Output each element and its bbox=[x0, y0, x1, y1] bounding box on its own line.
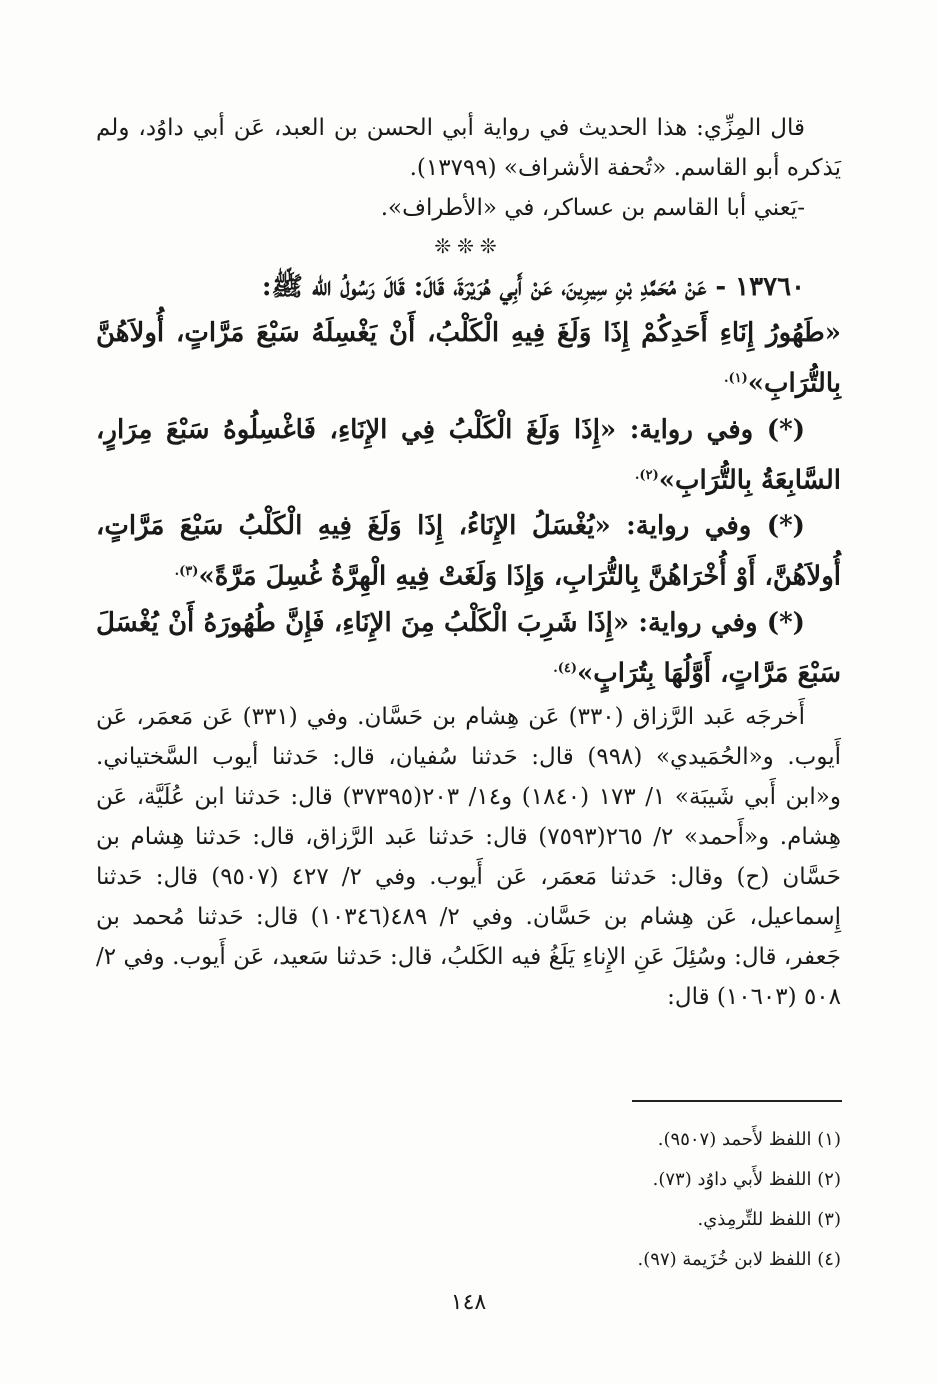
hadith-heading bbox=[96, 264, 841, 310]
riwaya-1 bbox=[96, 407, 841, 504]
footnote-2: (٢) اللفظ لأَبي داوُد (٧٣). bbox=[652, 1169, 841, 1190]
riwaya-1-text: (*) وفي رواية: «إِذَا وَلَغَ الْكَلْبُ فِي الإِنَاءِ، فَاغْسِلُوهُ سَبْعَ مِرَارٍ، السَّابِعَةُ بِالتُّرَابِ» bbox=[96, 414, 841, 496]
footnotes bbox=[300, 1120, 841, 1280]
footnote-4: (٤) اللفظ لابن خُزَيمة (٩٧). bbox=[637, 1249, 841, 1270]
riwaya-2-text: (*) وفي رواية: «يُغْسَلُ الإِنَاءُ، إِذَا وَلَغَ فِيهِ الْكَلْبُ سَبْعَ مَرَّاتٍ، أُولاَهُنَّ، أَوْ أُخْرَاهُنَّ بِالتُّرَابِ، وَإِذَا وَلَغَتْ فِيهِ الْهِرَّةُ غُسِلَ مَرَّةً» bbox=[96, 511, 841, 592]
hadith-intro: ١٣٧٦٠ - عَنْ مُحَمَّدِ بْنِ سِيرِينَ، عَنْ أَبِي هُرَيْرَةَ، قَالَ: قَالَ رَسُولُ الله ﷺ: bbox=[261, 272, 805, 302]
paragraph-mizzi: قال المِزِّي: هذا الحديث في رواية أبي الحسن بن العبد، عَن أبي داوُد، ولم يَذكره أبو القاسم. «تُحفة الأشراف» (١٣٧٩٩). bbox=[96, 115, 841, 181]
riwaya-2 bbox=[96, 503, 841, 600]
main-text bbox=[96, 108, 841, 1017]
riwaya-3-text: (*) وفي رواية: «إِذَا شَرِبَ الْكَلْبُ مِنَ الإِنَاءِ، فَإِنَّ طُهُورَهُ أَنْ يُغْسَلَ سَبْعَ مَرَّاتٍ، أَوَّلُهَا بِتُرَابٍ» bbox=[96, 607, 841, 689]
footnote-ref-4: (٤). bbox=[553, 660, 578, 676]
section-separator: ❊❊❊ bbox=[434, 234, 503, 258]
footnote-ref-1: (١). bbox=[723, 371, 748, 386]
footnote-rule bbox=[632, 1100, 842, 1102]
footnote-ref-3: (٣). bbox=[174, 564, 199, 580]
footnote-ref-2: (٢). bbox=[634, 467, 659, 483]
hadith-body bbox=[96, 310, 841, 407]
footnote-3: (٣) اللفظ للتِّرمِذي. bbox=[697, 1209, 841, 1230]
takhrij-paragraph: أَخرجَه عَبد الرَّزاق (٣٣٠) عَن هِشام بن حَسَّان. وفي (٣٣١) عَن مَعمَر، عَن أَيوب. و«الحُمَيدي» (٩٩٨) قال: حَدثنا سُفيان، قال: حَدثنا أيوب السَّختياني. و«ابن أَبي شَيبَة» ١/ ١٧٣ (١٨٤٠) و١٤/ ٢٠٣(٣٧٣٩٥) قال: حَدثنا ابن عُلَيَّة، عَن هِشام. و«أَحمد» ٢/ ٢٦٥(٧٥٩٣) قال: حَدثنا عَبد الرَّزاق، قال: حَدثنا هِشام بن حَسَّان (ح) وقال: حَدثنا مَعمَر، عَن أَيوب. وفي ٢/ ٤٢٧ (٩٥٠٧) قال: حَدثنا إِسماعيل، عَن هِشام بن حَسَّان. وفي ٢/ ٤٨٩(١٠٣٤٦) قال: حَدثنا مُحمد بن جَعفر، قال: وسُئِلَ عَنِ الإِناءِ يَلَغُ فيه الكَلبُ، قال: حَدثنا سَعيد، عَن أَيوب. وفي ٢/ ٥٠٨ (١٠٦٠٣) قال: bbox=[96, 703, 842, 1010]
paragraph-note: -يَعني أبا القاسم بن عساكر، في «الأطراف». bbox=[380, 195, 805, 221]
hadith-text: «طَهُورُ إِنَاءِ أَحَدِكُمْ إِذَا وَلَغَ فِيهِ الْكَلْبُ، أَنْ يَغْسِلَهُ سَبْعَ مَرَّاتٍ، أُولاَهُنَّ بِالتُّرَابِ» bbox=[96, 318, 841, 399]
riwaya-3 bbox=[96, 600, 841, 697]
footnote-1: (١) اللفظ لأَحمد (٩٥٠٧). bbox=[657, 1129, 841, 1150]
page-number: ١٤٨ bbox=[450, 1290, 487, 1315]
